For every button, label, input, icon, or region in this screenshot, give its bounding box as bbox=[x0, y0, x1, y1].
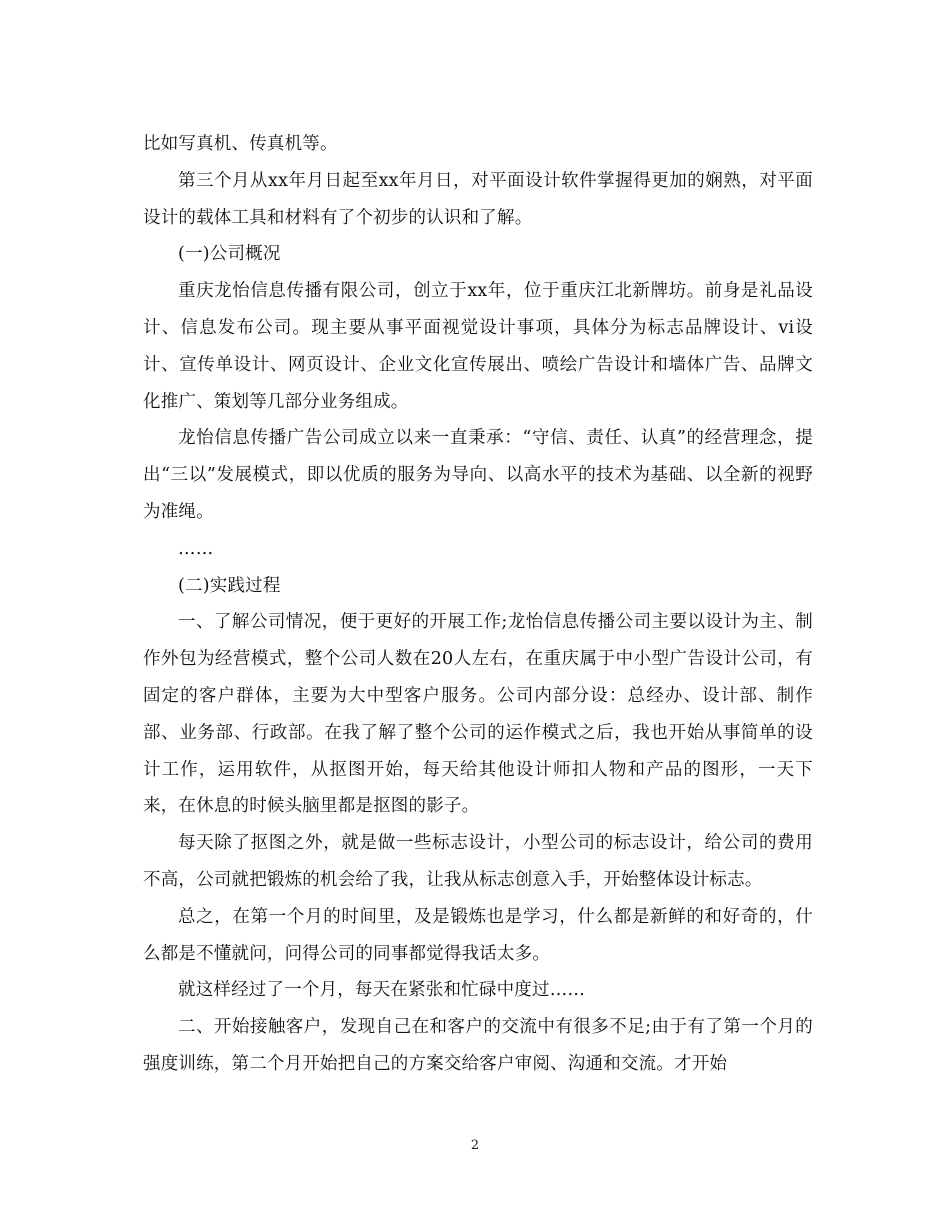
page-number: 2 bbox=[470, 1138, 480, 1153]
paragraph-practice-5: 二、开始接触客户，发现自己在和客户的交流中有很多不足;由于有了第一个月的强度训练，第二个月开始把自己的方案交给客户审阅、沟通和交流。才开始 bbox=[143, 1017, 813, 1074]
paragraph-1: 比如写真机、传真机等。 bbox=[143, 134, 338, 154]
paragraph-practice-1: 一、了解公司情况，便于更好的开展工作;龙怡信息传播公司主要以设计为主、制作外包为经营模式，整个公司人数在20人左右，在重庆属于中小型广告设计公司，有固定的客户群体，主要为大中型客户服务。公司内部分设：总经办、设计部、制作部、业务部、行政部。在我了解了整个公司的运作模式之后，我也开始从事简单的设计工作，运用软件，从抠图开始，每天给其他设计师扣人物和产品的图形，一天下来，在休息的时候头脑里都是抠图的影子。 bbox=[143, 612, 813, 817]
paragraph-practice-2: 每天除了抠图之外，就是做一些标志设计，小型公司的标志设计，给公司的费用不高，公司就把锻炼的机会给了我，让我从标志创意入手，开始整体设计标志。 bbox=[143, 833, 813, 890]
paragraph-practice-4: 就这样经过了一个月，每天在紧张和忙碌中度过…… bbox=[178, 980, 586, 1001]
paragraph-company-philosophy: 龙怡信息传播广告公司成立以来一直秉承：“守信、责任、认真”的经营理念，提出“三以”发展模式，即以优质的服务为导向、以高水平的技术为基础、以全新的视野为准绳。 bbox=[143, 428, 813, 522]
paragraph-2: 第三个月从xx年月日起至xx年月日，对平面设计软件掌握得更加的娴熟，对平面设计的载体工具和材料有了个初步的认识和了解。 bbox=[143, 170, 813, 228]
paragraph-practice-3: 总之，在第一个月的时间里，及是锻炼也是学习，什么都是新鲜的和好奇的，什么都是不懂就问，问得公司的同事都觉得我话太多。 bbox=[143, 906, 813, 964]
paragraph-company-intro: 重庆龙怡信息传播有限公司，创立于xx年，位于重庆江北新牌坊。前身是礼品设计、信息发布公司。现主要从事平面视觉设计事项，具体分为标志品牌设计、vi设计、宣传单设计、网页设计、企业文化宣传展出、喷绘广告设计和墙体广告、品牌文化推广、策划等几部分业务组成。 bbox=[143, 281, 813, 412]
section-heading-company-overview: (一)公司概况 bbox=[178, 244, 281, 265]
document-body bbox=[143, 126, 813, 1083]
ellipsis-line: …… bbox=[178, 538, 214, 559]
section-heading-practice-process: (二)实践过程 bbox=[178, 575, 281, 596]
